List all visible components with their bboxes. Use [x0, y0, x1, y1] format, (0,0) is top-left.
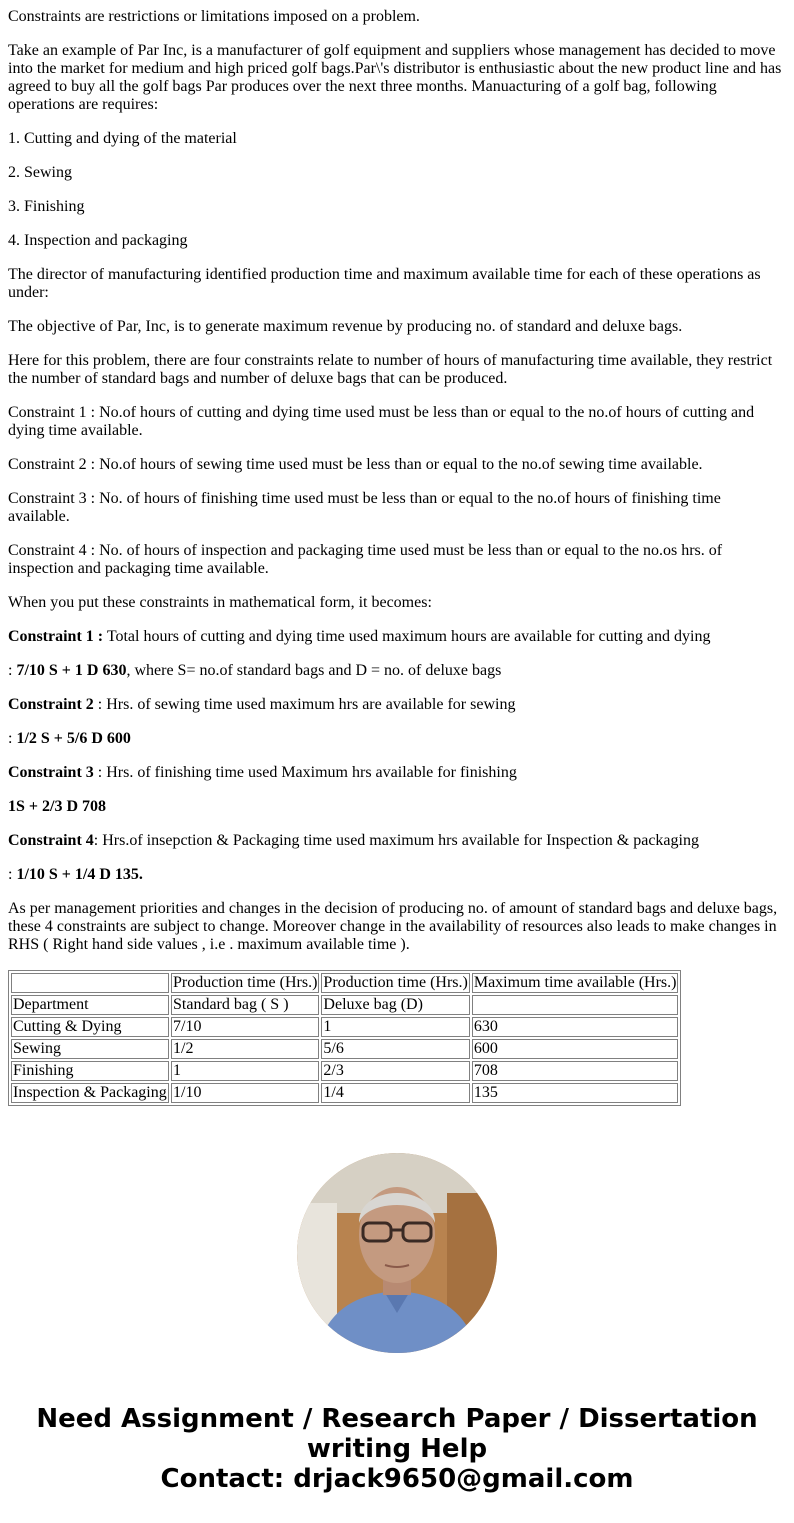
operation-item: 2. Sewing: [8, 164, 72, 181]
math-description: Total hours of cutting and dying time used maximum hours are available for cutting and dying: [103, 628, 711, 645]
table-row: [11, 1039, 678, 1059]
promo-line: writing Help: [306, 1434, 488, 1464]
table-cell: 5/6: [321, 1039, 469, 1059]
math-label: Constraint 1 :: [8, 628, 104, 645]
table-row: [11, 1061, 678, 1081]
equation-suffix: , where S= no.of standard bags and D = no. of deluxe bags: [126, 662, 502, 679]
table-row: [11, 1017, 678, 1037]
math-label: Constraint 2: [8, 696, 94, 713]
table-cell: Maximum time available (Hrs.): [473, 974, 677, 991]
equation: 7/10 S + 1 D 630: [16, 662, 127, 679]
math-equation-4: [8, 866, 786, 884]
equation: 1/2 S + 5/6 D 600: [16, 730, 131, 747]
operation-item: 4. Inspection and packaging: [8, 232, 188, 249]
operation-item: 1. Cutting and dying of the material: [8, 130, 237, 147]
table-row: [11, 995, 678, 1015]
math-description: : Hrs.of insepction & Packaging time used maximum hrs available for Inspection & packaging: [93, 832, 699, 849]
table-cell: [11, 973, 169, 993]
table-cell: Deluxe bag (D): [321, 995, 469, 1015]
promo-contact: Contact: drjack9650@gmail.com: [160, 1464, 634, 1494]
math-constraint-2: [8, 696, 786, 714]
table-cell: 708: [472, 1061, 679, 1081]
math-description: : Hrs. of sewing time used maximum hrs are available for sewing: [93, 696, 516, 713]
table-cell: Finishing: [11, 1061, 169, 1081]
equation-prefix: :: [8, 866, 17, 883]
table-cell: Standard bag ( S ): [171, 995, 319, 1015]
table-cell: Sewing: [11, 1039, 169, 1059]
constraint-4-text: Constraint 4 : No. of hours of inspection and packaging time used must be less than or equal to the no.os hrs. of inspection and packaging time available.: [8, 542, 723, 577]
math-constraint-4: [8, 832, 786, 850]
math-description: : Hrs. of finishing time used Maximum hrs available for finishing: [93, 764, 517, 781]
table-cell: 1/2: [171, 1039, 319, 1059]
par-inc-paragraph: Take an example of Par Inc, is a manufacturer of golf equipment and suppliers whose management has decided to move into the market for medium and high priced golf bags.Par\'s distributor is enthusiastic about the new product line and has agreed to buy all the golf bags Par produces over the next three months. Manuacturing of a golf bag, following operations are requires:: [8, 42, 782, 113]
equation: 1/10 S + 1/4 D 135.: [16, 866, 143, 883]
table-cell: 1/10: [171, 1083, 319, 1103]
table-cell: 1: [321, 1017, 469, 1037]
constraint-2-text: Constraint 2 : No.of hours of sewing time used must be less than or equal to the no.of sewing time available.: [8, 456, 703, 473]
math-label: Constraint 4: [8, 832, 94, 849]
equation-prefix: :: [8, 662, 17, 679]
table-cell: 2/3: [321, 1061, 469, 1081]
table-cell: Department: [11, 995, 169, 1015]
intro-paragraph: Constraints are restrictions or limitations imposed on a problem.: [8, 8, 420, 25]
table-cell: 600: [472, 1039, 679, 1059]
table-cell: 1: [171, 1061, 319, 1081]
table-cell: 135: [472, 1083, 679, 1103]
table-cell: Cutting & Dying: [11, 1017, 169, 1037]
table-cell: Inspection & Packaging: [11, 1083, 169, 1103]
objective-paragraph: The objective of Par, Inc, is to generate maximum revenue by producing no. of standard and deluxe bags.: [8, 318, 683, 335]
operation-item: 3. Finishing: [8, 198, 85, 215]
math-form-paragraph: When you put these constraints in mathematical form, it becomes:: [8, 594, 432, 611]
constraint-3-text: Constraint 3 : No. of hours of finishing time used must be less than or equal to the no.of hours of finishing time available.: [8, 490, 721, 525]
promo-line: Need Assignment / Research Paper / Dissertation: [36, 1404, 758, 1434]
constraints-intro-paragraph: Here for this problem, there are four constraints relate to number of hours of manufacturing time available, they restrict the number of standard bags and number of deluxe bags that can be produced.: [8, 352, 773, 387]
equation: 1S + 2/3 D 708: [8, 798, 107, 815]
table-cell: 630: [472, 1017, 679, 1037]
table-cell: 7/10: [171, 1017, 319, 1037]
equation-prefix: :: [8, 730, 17, 747]
math-equation-3: [8, 798, 786, 816]
constraint-1-text: Constraint 1 : No.of hours of cutting and dying time used must be less than or equal to the no.of hours of cutting and dying time available.: [8, 404, 755, 439]
author-avatar: [297, 1153, 497, 1353]
production-time-table: [8, 970, 681, 1106]
math-constraint-1: [8, 628, 786, 646]
avatar-left-wall: [297, 1203, 337, 1353]
table-row: [11, 1083, 678, 1103]
math-equation-1: [8, 662, 786, 680]
promo-banner: [0, 1404, 794, 1494]
table-cell: 1/4: [321, 1083, 469, 1103]
table-cell: [472, 995, 679, 1015]
table-cell: Production time (Hrs.): [173, 974, 318, 991]
table-cell: Production time (Hrs.): [323, 974, 468, 991]
math-constraint-3: [8, 764, 786, 782]
math-equation-2: [8, 730, 786, 748]
closing-paragraph: As per management priorities and changes in the decision of producing no. of amount of standard bags and deluxe bags, these 4 constraints are subject to change. Moreover change in the availability of resources also leads to make changes in RHS ( Right hand side values , i.e . maximum available time ).: [8, 900, 778, 953]
author-photo: [297, 1153, 497, 1353]
math-label: Constraint 3: [8, 764, 94, 781]
table-row: [11, 973, 678, 993]
director-paragraph: The director of manufacturing identified production time and maximum available time for each of these operations as under:: [8, 266, 761, 301]
